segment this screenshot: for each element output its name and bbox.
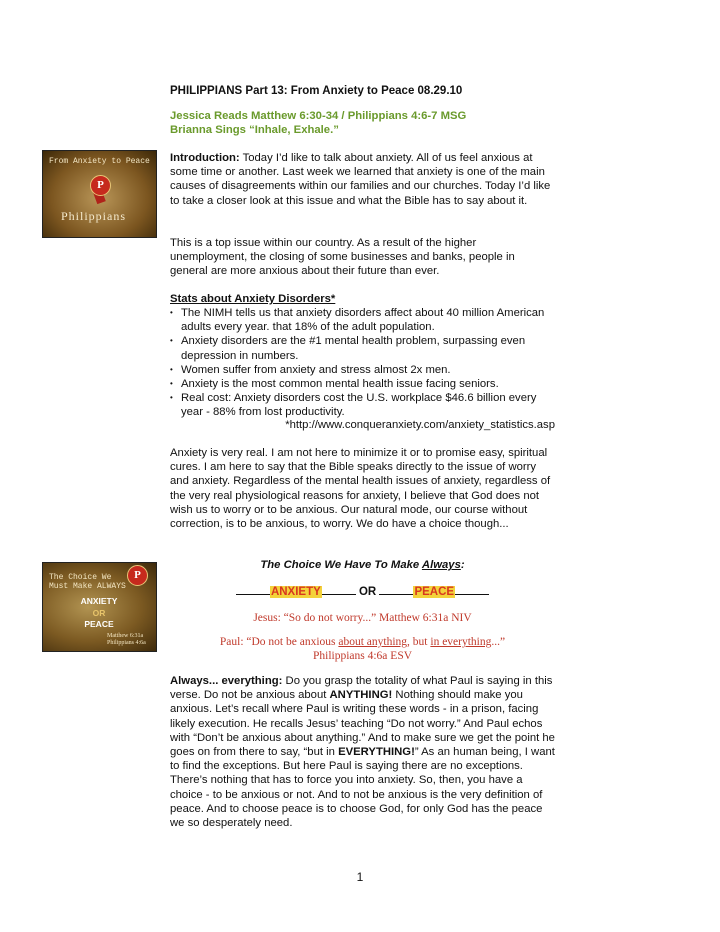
paul-quote-emphasis-everything: in everything xyxy=(430,636,492,648)
list-item: • Women suffer from anxiety and stress almost 2x men. xyxy=(170,363,555,377)
always-paragraph: Always... everything: Do you grasp the totality of what Paul is saying in this verse. Do not be anxious about ANYTHING! Nothing should make you anxious. Let’s recall where Paul is writing these words - in a prison, facing likely execution. He recalls Jesus’ teaching “Do not worry.” And Paul echos with “Don’t be anxious about anything.” And to make sure we get the point he goes on from there to say, “but in EVERYTHING!” As an human being, I want to find the exceptions. But here Paul is saying there are no exceptions. There’s nothing that has to force you into anxiety. So, then, you have a choice - to be anxious or not. And to not be anxious is the very definition of peace. And to choose peace is to choose God, for only God has the peace we so desperately need. xyxy=(170,675,555,830)
choice-heading xyxy=(170,558,555,572)
list-item: • Real cost: Anxiety disorders cost the U.S. workplace $46.6 billion every year - 88% from lost productivity. xyxy=(170,391,555,419)
stats-list xyxy=(170,306,555,420)
always-label: Always... everything: xyxy=(170,675,283,687)
paul-quote: Paul: “Do not be anxious about anything, but in everything...” xyxy=(219,636,506,648)
thumbnail-word-peace: PEACE xyxy=(84,619,114,629)
thumbnail-footer: Matthew 6:31a Philippians 4:6a xyxy=(107,633,146,646)
anxiety-real-paragraph: Anxiety is very real. I am not here to minimize it or to promise easy, spiritual cures. I am here to say that the Bible speaks directly to the issue of worry and anxiety. Regardless of the mental health issues of anxiety, regardless of the very real physiological reasons for anxiety, I believe that God does not wish us to worry or to be anxious. Our natural mode, our course without correction, is to be anxious, to worry. We do have a choice though... xyxy=(170,447,551,531)
choice-word-anxiety: ANXIETY xyxy=(270,586,321,598)
song-line: Brianna Sings “Inhale, Exhale.” xyxy=(170,124,339,136)
choice-connector: OR xyxy=(358,586,377,598)
jesus-quote: Jesus: “So do not worry...” Matthew 6:31a NIV xyxy=(253,612,472,624)
context-paragraph: This is a top issue within our country. As a result of the higher unemployment, the closing of some businesses and banks, people in general are more anxious about their future than ever. xyxy=(170,237,515,278)
list-item: • Anxiety disorders are the #1 mental health problem, surpassing even depression in numbers. xyxy=(170,334,555,362)
medal-icon: P xyxy=(127,565,148,586)
thumbnail-word-or: OR xyxy=(92,608,106,618)
medal-icon: P xyxy=(90,175,111,196)
thumbnail-word: Philippians xyxy=(61,209,127,223)
list-item: • The NIMH tells us that anxiety disorders affect about 40 million American adults every year. that 18% of the adult population. xyxy=(170,306,555,334)
stats-source: *http://www.conqueranxiety.com/anxiety_statistics.asp xyxy=(285,419,555,431)
choice-heading-emphasis: Always xyxy=(421,559,461,571)
intro-text: Today I’d like to talk about anxiety. All of us feel anxious at some time or another. Last week we learned that anxiety is one of the main causes of disagreements within our families and our churches. Today I’d like to take a closer look at this issue and what the Bible has to say about it. xyxy=(170,152,551,207)
sermon-title: PHILIPPIANS Part 13: From Anxiety to Peace 08.29.10 xyxy=(170,85,463,97)
paul-quote-emphasis-anything: about anything xyxy=(338,636,408,648)
intro-label: Introduction: xyxy=(170,152,240,164)
series-thumbnail-image xyxy=(42,150,157,238)
stats-heading: Stats about Anxiety Disorders* xyxy=(170,293,336,305)
choice-thumbnail-image xyxy=(42,562,157,652)
choice-heading-suffix: : xyxy=(460,559,465,571)
list-item: • Anxiety is the most common mental health issue facing seniors. xyxy=(170,377,555,391)
reading-line: Jessica Reads Matthew 6:30-34 / Philippians 4:6-7 MSG xyxy=(170,110,467,122)
choice-line xyxy=(170,585,555,599)
paul-quote-reference: Philippians 4:6a ESV xyxy=(312,650,413,662)
thumbnail-caption: The Choice We Must Make ALWAYS xyxy=(49,573,126,591)
thumbnail-caption: From Anxiety to Peace xyxy=(49,157,150,166)
thumbnail-word-anxiety: ANXIETY xyxy=(80,596,118,606)
choice-heading-prefix: The Choice We Have To Make xyxy=(260,559,422,571)
intro-paragraph xyxy=(170,151,555,208)
page-number: 1 xyxy=(356,870,364,884)
choice-word-peace: PEACE xyxy=(414,586,455,598)
